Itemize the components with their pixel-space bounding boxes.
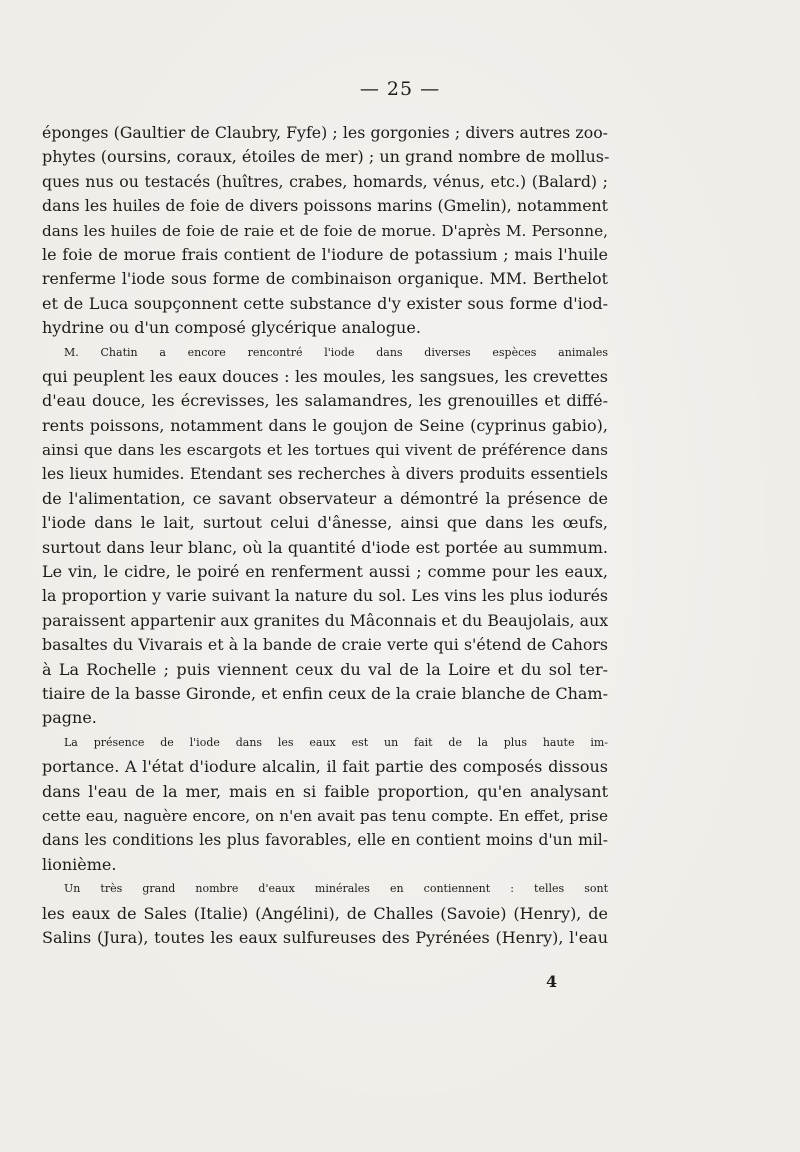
text-line: les eaux de Sales (Italie) (Angélini), de Challes (Savoie) (Henry), de bbox=[42, 903, 608, 923]
text-line: Un très grand nombre d'eaux minérales en contiennent : telles sont bbox=[64, 882, 608, 896]
text-line: ques nus ou testacés (huîtres, crabes, homards, vénus, etc.) (Balard) ; bbox=[42, 171, 608, 191]
text-line: dans les huiles de foie de raie et de foie de morue. D'après M. Personne, bbox=[42, 221, 608, 240]
text-line: qui peuplent les eaux douces : les moules, les sangsues, les crevettes bbox=[42, 366, 608, 386]
text-line: rents poissons, notamment dans le goujon de Seine (cyprinus gabio), bbox=[42, 415, 608, 435]
text-line: lionième. bbox=[42, 854, 117, 874]
text-line: surtout dans leur blanc, où la quantité d'iode est portée au summum. bbox=[42, 537, 608, 557]
text-line: dans les conditions les plus favorables, elle en contient moins d'un mil- bbox=[42, 831, 608, 850]
text-line: Salins (Jura), toutes les eaux sulfureuses des Pyrénées (Henry), l'eau bbox=[42, 927, 608, 947]
text-line: La présence de l'iode dans les eaux est un fait de la plus haute im- bbox=[64, 735, 608, 749]
text-line: et de Luca soupçonnent cette substance d'y exister sous forme d'iod- bbox=[42, 293, 608, 313]
text-line: la proportion y varie suivant la nature du sol. Les vins les plus iodurés bbox=[42, 586, 608, 606]
text-line: paraissent appartenir aux granites du Mâconnais et du Beaujolais, aux bbox=[42, 610, 609, 630]
text-line: phytes (oursins, coraux, étoiles de mer) ; un grand nombre de mollus- bbox=[42, 147, 610, 167]
text-line: ainsi que dans les escargots et les tortues qui vivent de préférence dans bbox=[42, 441, 608, 460]
text-line: pagne. bbox=[42, 708, 97, 728]
text-line: de l'alimentation, ce savant observateur a démontré la présence de bbox=[42, 488, 608, 508]
text-line: d'eau douce, les écrevisses, les salamandres, les grenouilles et diffé- bbox=[42, 391, 608, 411]
signature-mark: 4 bbox=[546, 972, 558, 991]
text-line: les lieux humides. Etendant ses recherches à divers produits essentiels bbox=[42, 465, 608, 484]
text-line: basaltes du Vivarais et à la bande de craie verte qui s'étend de Cahors bbox=[42, 635, 608, 655]
text-line: M. Chatin a encore rencontré l'iode dans diverses espèces animales bbox=[64, 345, 608, 359]
text-line: éponges (Gaultier de Claubry, Fyfe) ; les gorgonies ; divers autres zoo- bbox=[42, 123, 608, 142]
text-line: portance. A l'état d'iodure alcalin, il fait partie des composés dissous bbox=[42, 757, 608, 777]
body-text bbox=[42, 121, 608, 950]
text-line: l'iode dans le lait, surtout celui d'ânesse, ainsi que dans les œufs, bbox=[42, 513, 608, 533]
page-number: — 25 — bbox=[359, 78, 441, 100]
text-line: dans l'eau de la mer, mais en si faible proportion, qu'en analysant bbox=[42, 781, 608, 801]
text-line: dans les huiles de foie de divers poissons marins (Gmelin), notamment bbox=[42, 196, 608, 216]
text-line: renferme l'iode sous forme de combinaison organique. MM. Berthelot bbox=[42, 269, 608, 289]
text-line: tiaire de la basse Gironde, et enfin ceux de la craie blanche de Cham- bbox=[42, 683, 608, 703]
text-line: Le vin, le cidre, le poiré en renferment aussi ; comme pour les eaux, bbox=[42, 562, 608, 582]
text-line: à La Rochelle ; puis viennent ceux du val de la Loire et du sol ter- bbox=[42, 659, 608, 679]
text-line: cette eau, naguère encore, on n'en avait pas tenu compte. En effet, prise bbox=[42, 806, 608, 825]
text-line: hydrine ou d'un composé glycérique analogue. bbox=[42, 318, 421, 338]
text-line: le foie de morue frais contient de l'iodure de potassium ; mais l'huile bbox=[42, 244, 608, 264]
